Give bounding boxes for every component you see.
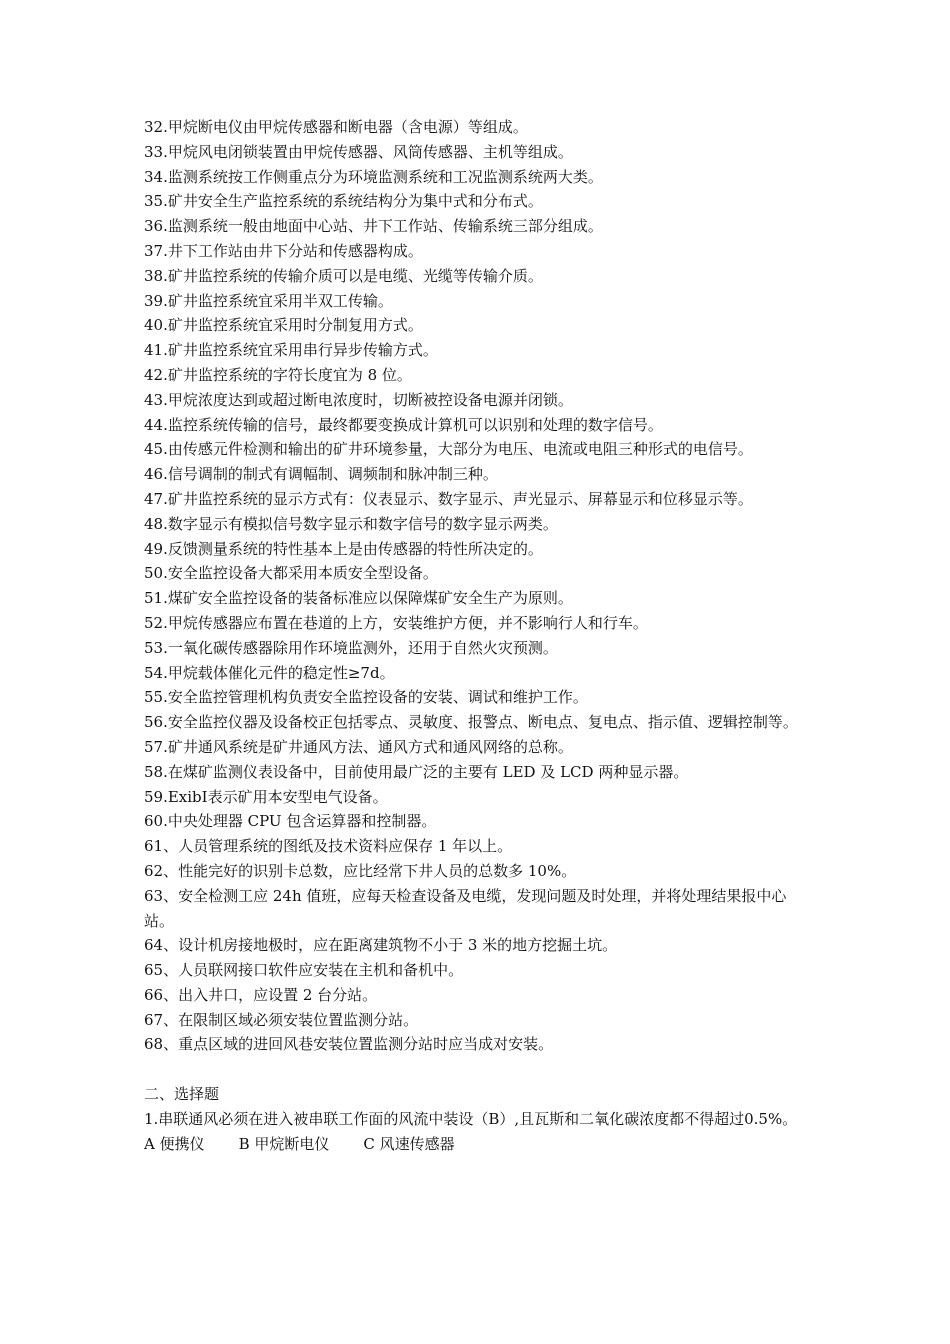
list-item: 43.甲烷浓度达到或超过断电浓度时，切断被控设备电源并闭锁。 — [144, 390, 573, 409]
true-false-list — [144, 115, 812, 1057]
list-item: 63、安全检测工应 24h 值班，应每天检查设备及电缆，发现问题及时处理，并将处理结果报中心站。 — [144, 886, 787, 930]
option-b: B 甲烷断电仪 — [238, 1134, 330, 1153]
option-a: A 便携仪 — [144, 1134, 205, 1153]
list-item: 57.矿井通风系统是矿井通风方法、通风方式和通风网络的总称。 — [144, 737, 573, 756]
option-c: C 风速传感器 — [363, 1134, 455, 1153]
list-item: 34.监测系统按工作侧重点分为环境监测系统和工况监测系统两大类。 — [144, 167, 603, 186]
list-item: 42.矿井监控系统的字符长度宜为 8 位。 — [144, 365, 412, 384]
list-item: 47.矿井监控系统的显示方式有：仪表显示、数字显示、声光显示、屏幕显示和位移显示等。 — [144, 489, 753, 508]
list-item: 40.矿井监控系统宜采用时分制复用方式。 — [144, 316, 423, 335]
list-item: 51.煤矿安全监控设备的装备标准应以保障煤矿安全生产为原则。 — [144, 589, 573, 608]
list-item: 66、出入井口，应设置 2 台分站。 — [144, 985, 378, 1004]
list-item: 50.安全监控设备大都采用本质安全型设备。 — [144, 564, 438, 583]
list-item: 38.矿井监控系统的传输介质可以是电缆、光缆等传输介质。 — [144, 266, 543, 285]
list-item: 53.一氧化碳传感器除用作环境监测外，还用于自然火灾预测。 — [144, 638, 558, 657]
list-item: 62、性能完好的识别卡总数，应比经常下井人员的总数多 10%。 — [144, 861, 577, 880]
list-item: 32.甲烷断电仪由甲烷传感器和断电器（含电源）等组成。 — [144, 118, 528, 136]
list-item: 46.信号调制的制式有调幅制、调频制和脉冲制三种。 — [144, 465, 498, 484]
list-item: 54.甲烷载体催化元件的稳定性≥7d。 — [144, 663, 395, 682]
list-item: 49.反馈测量系统的特性基本上是由传感器的特性所决定的。 — [144, 539, 543, 558]
list-item: 58.在煤矿监测仪表设备中，目前使用最广泛的主要有 LED 及 LCD 两种显示器。 — [144, 762, 689, 781]
list-item: 45.由传感元件检测和输出的矿井环境参量，大部分为电压、电流或电阻三种形式的电信号。 — [144, 440, 753, 459]
answer-options — [144, 1132, 812, 1157]
list-item: 36.监测系统一般由地面中心站、井下工作站、传输系统三部分组成。 — [144, 217, 603, 236]
list-item: 67、在限制区域必须安装位置监测分站。 — [144, 1010, 419, 1029]
paragraph-gap — [144, 1057, 812, 1082]
list-item: 39.矿井监控系统宜采用半双工传输。 — [144, 291, 393, 310]
list-item: 44.监控系统传输的信号，最终都要变换成计算机可以识别和处理的数字信号。 — [144, 415, 663, 434]
section-title: 二、选择题 — [144, 1085, 220, 1104]
list-item: 35.矿井安全生产监控系统的系统结构分为集中式和分布式。 — [144, 192, 543, 211]
document-page — [144, 115, 812, 1156]
list-item: 48.数字显示有模拟信号数字显示和数字信号的数字显示两类。 — [144, 514, 558, 533]
list-item: 33.甲烷风电闭锁装置由甲烷传感器、风筒传感器、主机等组成。 — [144, 142, 573, 161]
list-item: 61、人员管理系统的图纸及技术资料应保存 1 年以上。 — [144, 837, 513, 856]
list-item: 64、设计机房接地极时，应在距离建筑物不小于 3 米的地方挖掘土坑。 — [144, 936, 618, 955]
list-item: 55.安全监控管理机构负责安全监控设备的安装、调试和维护工作。 — [144, 688, 588, 707]
list-item: 52.甲烷传感器应布置在巷道的上方，安装维护方便，并不影响行人和行车。 — [144, 613, 648, 632]
list-item: 65、人员联网接口软件应安装在主机和备机中。 — [144, 961, 464, 980]
question-stem: 1.串联通风必须在进入被串联工作面的风流中装设（B）,且瓦斯和二氧化碳浓度都不得超过0.5%。 — [144, 1109, 798, 1128]
list-item: 41.矿井监控系统宜采用串行异步传输方式。 — [144, 341, 438, 360]
list-item: 37.井下工作站由井下分站和传感器构成。 — [144, 241, 423, 260]
list-item: 68、重点区域的进回风巷安装位置监测分站时应当成对安装。 — [144, 1035, 554, 1054]
list-item: 60.中央处理器 CPU 包含运算器和控制器。 — [144, 812, 437, 831]
list-item: 59.ExibⅠ表示矿用本安型电气设备。 — [144, 787, 388, 806]
list-item: 56.安全监控仪器及设备校正包括零点、灵敏度、报警点、断电点、复电点、指示值、逻辑控制等。 — [144, 713, 798, 732]
